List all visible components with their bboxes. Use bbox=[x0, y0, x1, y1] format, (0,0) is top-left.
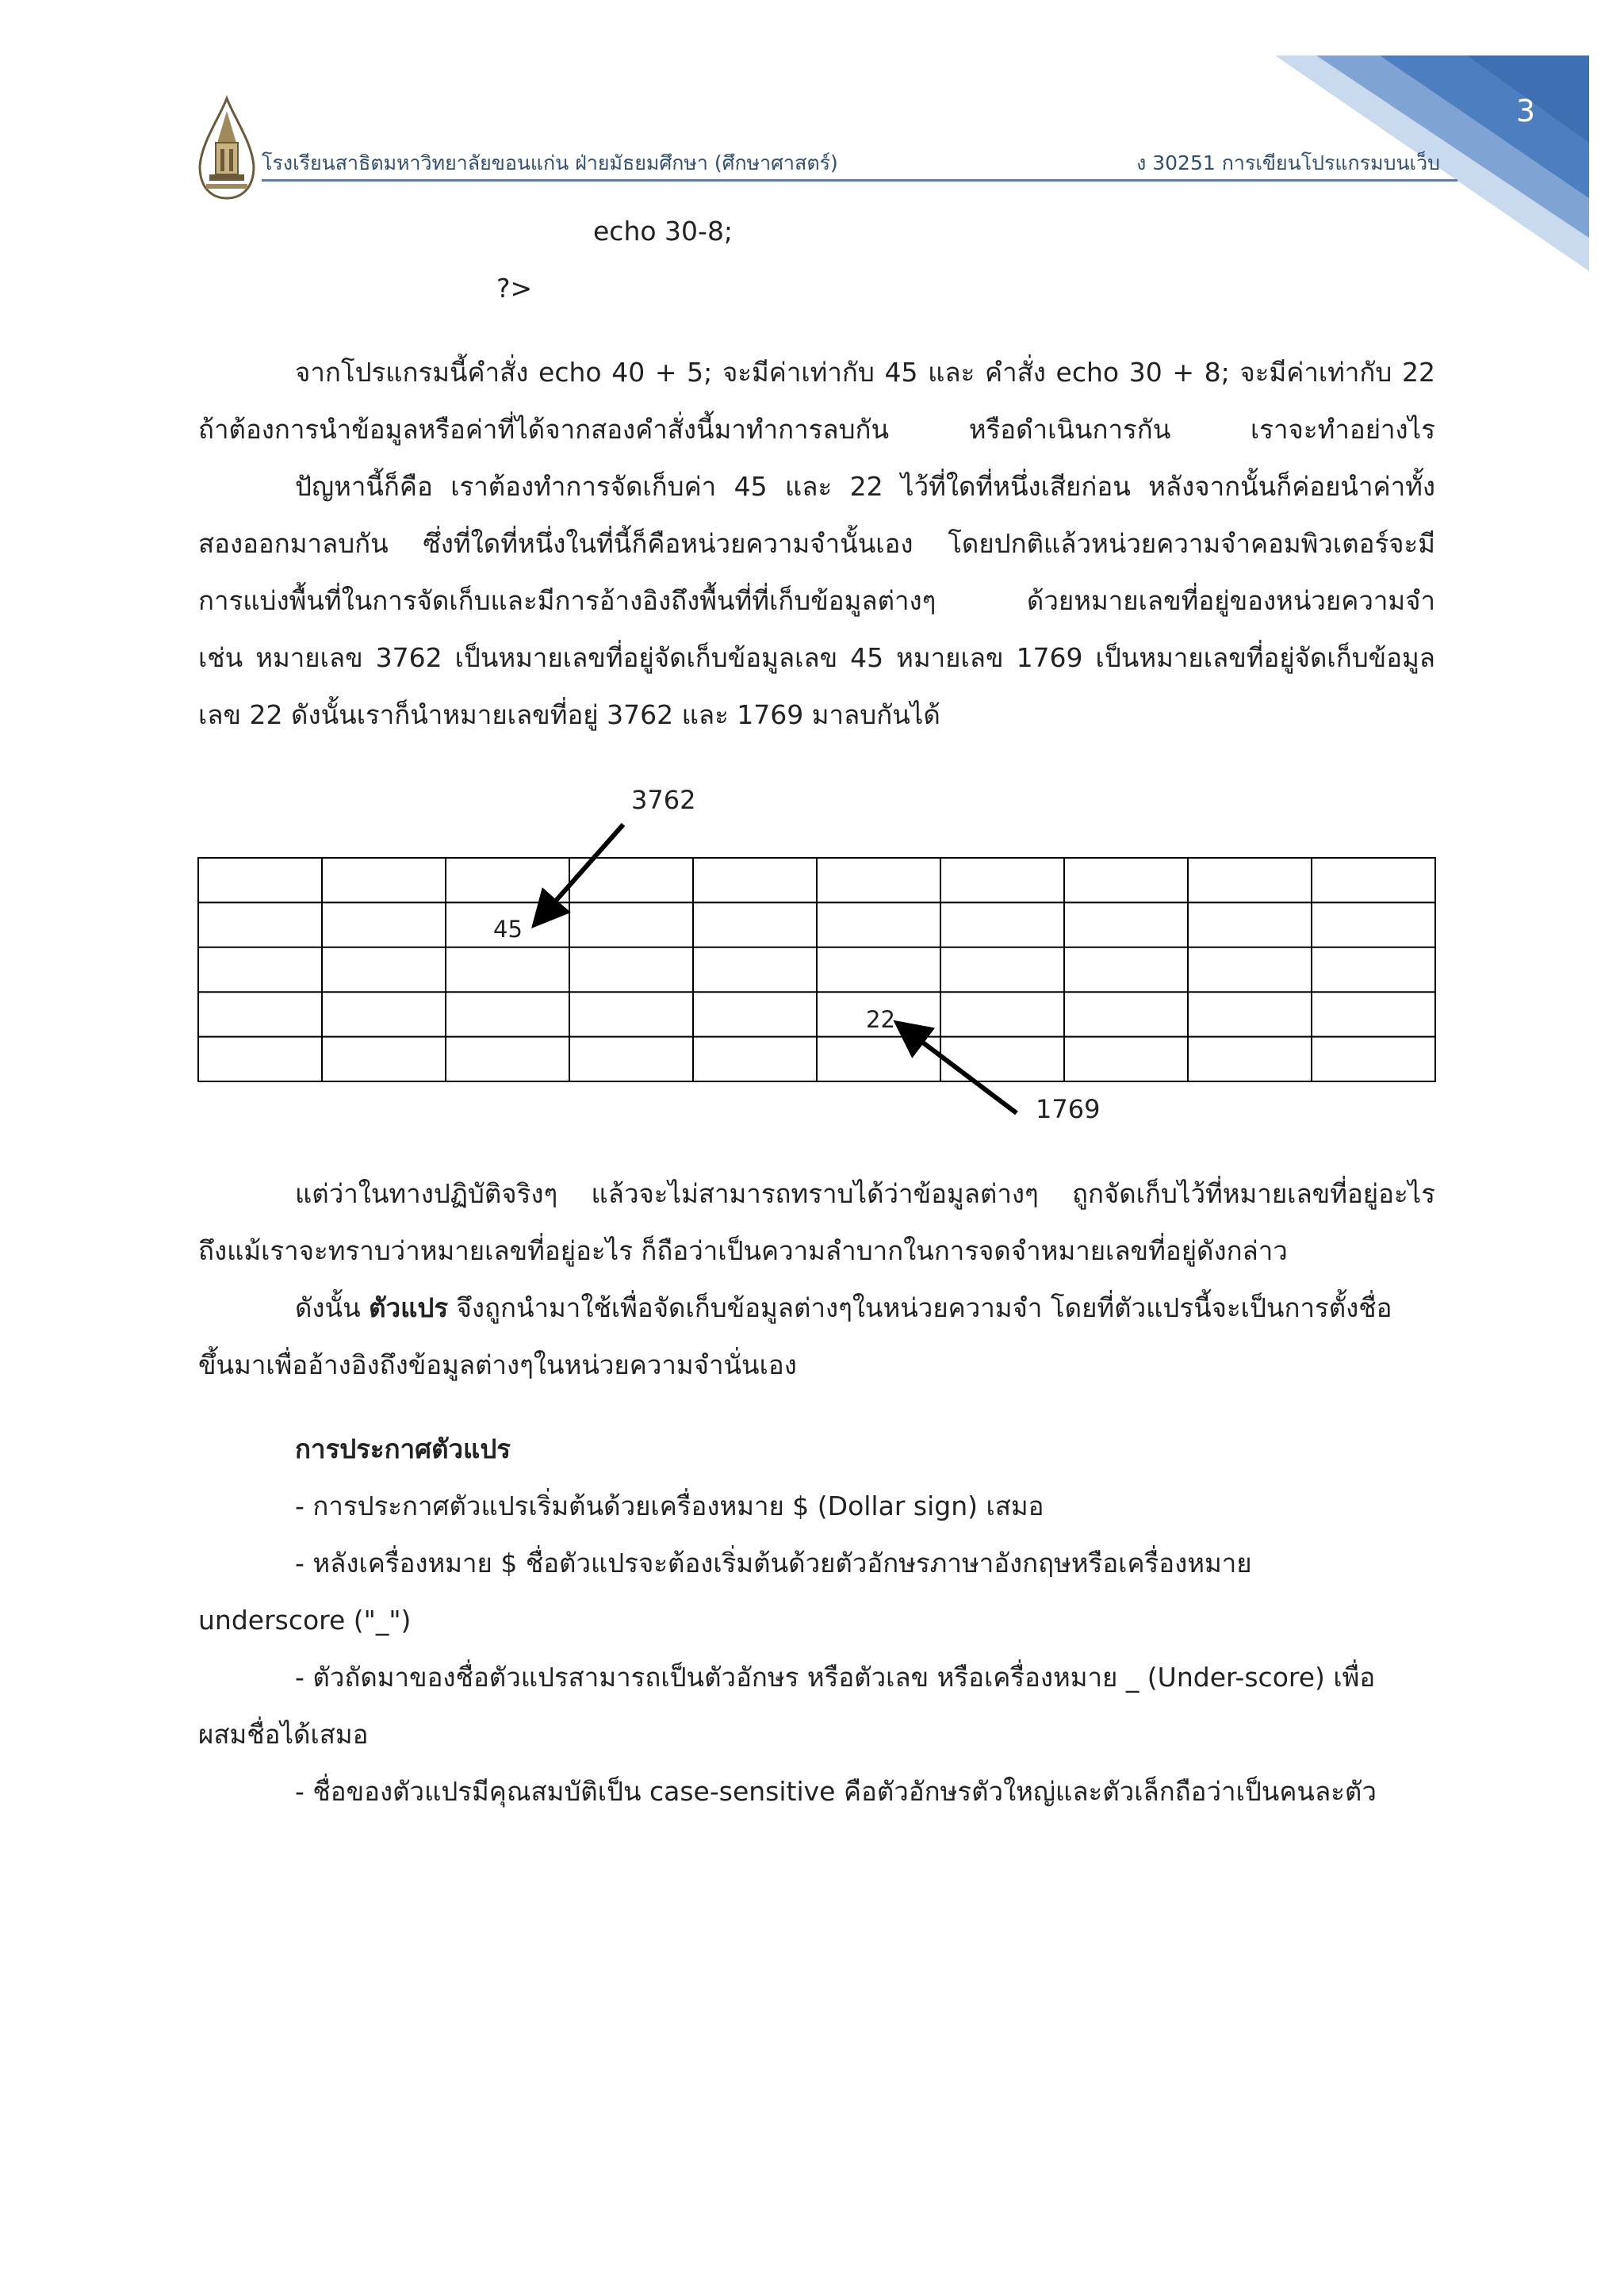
rule-item: - ตัวถัดมาของชื่อตัวแปรสามารถเป็นตัวอักษร หรือตัวเลข หรือเครื่องหมาย _ (Under-score) เพื่อ bbox=[295, 1662, 1376, 1693]
rule-item: - หลังเครื่องหมาย $ ชื่อตัวแปรจะต้องเริ่มต้นด้วยตัวอักษรภาษาอังกฤษหรือเครื่องหมาย bbox=[295, 1548, 1252, 1578]
variable-term: ตัวแปร bbox=[369, 1292, 449, 1323]
address-3762-arrow bbox=[538, 825, 623, 921]
code-line-php-close: ?> bbox=[496, 273, 533, 304]
page-number: 3 bbox=[1515, 94, 1536, 128]
cell-value-45: 45 bbox=[493, 916, 523, 943]
variable-definition-line bbox=[295, 1291, 1392, 1326]
paragraph-line: สองออกมาลบกัน ซึ่งที่ใดที่หนึ่งในที่นี้ก็คือหน่วยความจำนั้นเอง โดยปกติแล้วหน่วยความจำคอมพิวเตอร์จะมี bbox=[198, 528, 1435, 559]
header-school-name: โรงเรียนสาธิตมหาวิทยาลัยขอนแก่น ฝ่ายมัธยมศึกษา (ศึกษาศาสตร์) bbox=[262, 151, 838, 174]
variable-prefix: ดังนั้น bbox=[295, 1292, 370, 1323]
address-1769-arrow bbox=[901, 1026, 1017, 1113]
paragraph-line: การแบ่งพื้นที่ในการจัดเก็บและมีการอ้างอิงถึงพื้นที่ที่เก็บข้อมูลต่างๆ ด้วยหมายเลขที่อยู่ของหน่วยความจำ bbox=[198, 585, 1435, 616]
code-line-echo: echo 30-8; bbox=[593, 216, 733, 247]
paragraph-line: ขึ้นมาเพื่ออ้างอิงถึงข้อมูลต่างๆในหน่วยความจำนั่นเอง bbox=[198, 1349, 797, 1380]
paragraph-line: ปัญหานี้ก็คือ เราต้องทำการจัดเก็บค่า 45 และ 22 ไว้ที่ใดที่หนึ่งเสียก่อน หลังจากนั้นก็ค่อยนำค่าทั้ง bbox=[295, 471, 1435, 502]
paragraph-line: ถ้าต้องการนำข้อมูลหรือค่าที่ได้จากสองคำสั่งนี้มาทำการลบกัน หรือดำเนินการกัน เราจะทำอย่างไร bbox=[198, 414, 1435, 445]
header-course-title: ง 30251 การเขียนโปรแกรมบนเว็บ bbox=[1136, 151, 1440, 174]
paragraph-line: แต่ว่าในทางปฏิบัติจริงๆ แล้วจะไม่สามารถทราบได้ว่าข้อมูลต่างๆ ถูกจัดเก็บไว้ที่หมายเลขที่อยู่อะไร bbox=[295, 1178, 1435, 1209]
variable-suffix: จึงถูกนำมาใช้เพื่อจัดเก็บข้อมูลต่างๆในหน่วยความจำ โดยที่ตัวแปรนี้จะเป็นการตั้งชื่อ bbox=[448, 1292, 1392, 1323]
rule-item-continuation: ผสมชื่อได้เสมอ bbox=[198, 1719, 369, 1750]
rule-item: - ชื่อของตัวแปรมีคุณสมบัติเป็น case-sensitive คือตัวอักษรตัวใหญ่และตัวเล็กถือว่าเป็นคนละตัว bbox=[295, 1776, 1377, 1807]
rule-item: - การประกาศตัวแปรเริ่มต้นด้วยเครื่องหมาย $ (Dollar sign) เสมอ bbox=[295, 1490, 1044, 1521]
rule-item-continuation: underscore ("_") bbox=[198, 1605, 412, 1636]
section-heading: การประกาศตัวแปร bbox=[295, 1433, 511, 1464]
paragraph-line: ถึงแม้เราจะทราบว่าหมายเลขที่อยู่อะไร ก็ถือว่าเป็นความลำบากในการจดจำหมายเลขที่อยู่ดังกล่าว bbox=[198, 1235, 1288, 1266]
memory-grid bbox=[198, 858, 1435, 1081]
paragraph-line: เลข 22 ดังนั้นเราก็นำหมายเลขที่อยู่ 3762 และ 1769 มาลบกันได้ bbox=[198, 699, 940, 730]
address-label-1769: 1769 bbox=[1036, 1094, 1101, 1124]
address-label-3762: 3762 bbox=[631, 785, 696, 815]
paragraph-line: จากโปรแกรมนี้คำสั่ง echo 40 + 5; จะมีค่าเท่ากับ 45 และ คำสั่ง echo 30 + 8; จะมีค่าเท่ากับ 22 bbox=[295, 357, 1435, 388]
cell-value-22: 22 bbox=[866, 1006, 895, 1033]
paragraph-line: เช่น หมายเลข 3762 เป็นหมายเลขที่อยู่จัดเก็บข้อมูลเลข 45 หมายเลข 1769 เป็นหมายเลขที่อยู่จัดเก็บข้อมูล bbox=[198, 642, 1435, 673]
